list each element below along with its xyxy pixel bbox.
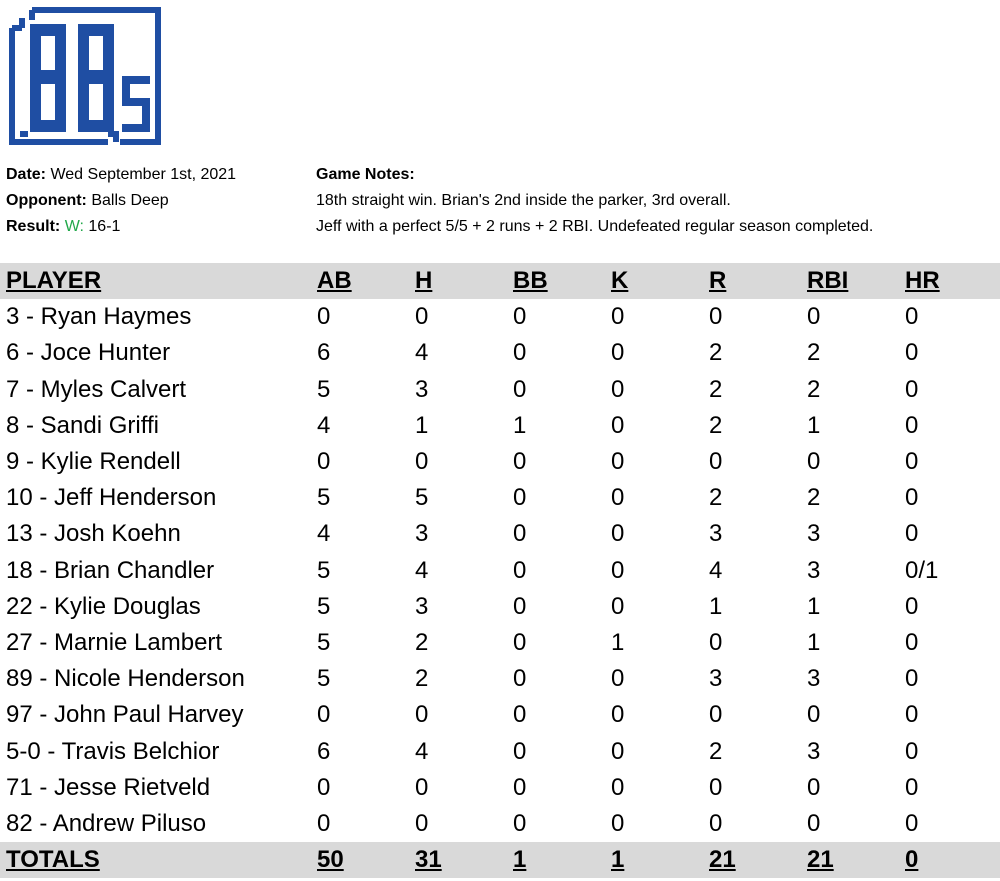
rbi-cell: 3 <box>807 737 821 765</box>
ab-cell: 5 <box>317 556 331 584</box>
player-name: 97 - John Paul Harvey <box>6 701 244 729</box>
r-cell: 0 <box>709 303 723 331</box>
game-notes-line: Jeff with a perfect 5/5 + 2 runs + 2 RBI. Undefeated regular season completed. <box>316 218 874 235</box>
h-cell: 3 <box>415 592 429 620</box>
bb-cell: 0 <box>513 303 527 331</box>
k-cell: 0 <box>611 809 625 837</box>
player-name: 22 - Kylie Douglas <box>6 592 201 620</box>
totals-row <box>0 842 1000 878</box>
h-cell: 4 <box>415 339 429 367</box>
team-logo <box>8 6 163 146</box>
bb-cell: 0 <box>513 737 527 765</box>
hr-cell: 0 <box>905 592 919 620</box>
bb-cell: 0 <box>513 339 527 367</box>
totals-bb: 1 <box>513 846 527 874</box>
totals-r: 21 <box>709 846 736 874</box>
ab-cell: 5 <box>317 484 331 512</box>
player-name: 9 - Kylie Rendell <box>6 448 181 476</box>
rbi-cell: 0 <box>807 303 821 331</box>
k-cell: 0 <box>611 665 625 693</box>
r-cell: 4 <box>709 556 723 584</box>
table-row <box>0 661 1000 697</box>
rbi-cell: 0 <box>807 809 821 837</box>
h-cell: 0 <box>415 448 429 476</box>
player-name: 8 - Sandi Griffi <box>6 411 159 439</box>
bb-cell: 0 <box>513 773 527 801</box>
hr-cell: 0 <box>905 484 919 512</box>
player-name: 3 - Ryan Haymes <box>6 303 192 331</box>
k-cell: 0 <box>611 701 625 729</box>
h-cell: 5 <box>415 484 429 512</box>
player-name: 82 - Andrew Piluso <box>6 809 207 837</box>
table-row <box>0 408 1000 444</box>
date-label: Date: <box>6 166 47 183</box>
bb-cell: 0 <box>513 448 527 476</box>
rbi-cell: 1 <box>807 592 821 620</box>
h-cell: 2 <box>415 628 429 656</box>
game-info <box>6 162 236 240</box>
rbi-cell: 3 <box>807 665 821 693</box>
game-notes <box>316 162 873 240</box>
bb-cell: 0 <box>513 556 527 584</box>
r-cell: 1 <box>709 592 723 620</box>
k-cell: 0 <box>611 411 625 439</box>
game-notes-title: Game Notes: <box>316 166 415 183</box>
rbi-cell: 1 <box>807 411 821 439</box>
ab-cell: 0 <box>317 773 331 801</box>
rbi-cell: 0 <box>807 773 821 801</box>
rbi-cell: 2 <box>807 484 821 512</box>
rbi-cell: 2 <box>807 339 821 367</box>
table-row <box>0 697 1000 733</box>
bb-cell: 0 <box>513 520 527 548</box>
opponent-value: Balls Deep <box>91 192 169 209</box>
ab-cell: 4 <box>317 411 331 439</box>
result-score: 16-1 <box>88 218 121 235</box>
opponent-line <box>6 188 236 214</box>
player-name: 13 - Josh Koehn <box>6 520 181 548</box>
bb-cell: 0 <box>513 628 527 656</box>
hr-cell: 0 <box>905 809 919 837</box>
ab-cell: 5 <box>317 592 331 620</box>
date-line <box>6 162 236 188</box>
h-cell: 0 <box>415 303 429 331</box>
ab-cell: 5 <box>317 628 331 656</box>
ab-cell: 4 <box>317 520 331 548</box>
r-cell: 2 <box>709 411 723 439</box>
r-cell: 0 <box>709 809 723 837</box>
hr-cell: 0 <box>905 628 919 656</box>
k-cell: 0 <box>611 303 625 331</box>
table-row <box>0 733 1000 769</box>
rbi-cell: 0 <box>807 448 821 476</box>
totals-label: TOTALS <box>6 846 100 874</box>
r-cell: 3 <box>709 665 723 693</box>
h-cell: 4 <box>415 737 429 765</box>
ab-cell: 6 <box>317 339 331 367</box>
bb-cell: 0 <box>513 665 527 693</box>
hr-cell: 0 <box>905 701 919 729</box>
header-r: R <box>709 267 727 295</box>
h-cell: 2 <box>415 665 429 693</box>
k-cell: 0 <box>611 773 625 801</box>
hr-cell: 0 <box>905 448 919 476</box>
ab-cell: 0 <box>317 303 331 331</box>
rbi-cell: 3 <box>807 556 821 584</box>
stats-table <box>0 263 1000 878</box>
player-name: 10 - Jeff Henderson <box>6 484 217 512</box>
header-k: K <box>611 267 629 295</box>
ab-cell: 6 <box>317 737 331 765</box>
bb-cell: 1 <box>513 411 527 439</box>
r-cell: 0 <box>709 628 723 656</box>
header-player: PLAYER <box>6 267 102 295</box>
r-cell: 3 <box>709 520 723 548</box>
bb-cell: 0 <box>513 484 527 512</box>
hr-cell: 0 <box>905 773 919 801</box>
totals-ab: 50 <box>317 846 344 874</box>
table-row <box>0 806 1000 842</box>
table-row <box>0 589 1000 625</box>
k-cell: 0 <box>611 520 625 548</box>
hr-cell: 0 <box>905 411 919 439</box>
h-cell: 0 <box>415 809 429 837</box>
rbi-cell: 3 <box>807 520 821 548</box>
result-label: Result: <box>6 218 61 235</box>
k-cell: 0 <box>611 448 625 476</box>
table-row <box>0 770 1000 806</box>
table-header-row <box>0 263 1000 299</box>
hr-cell: 0 <box>905 665 919 693</box>
bb-cell: 0 <box>513 375 527 403</box>
h-cell: 3 <box>415 375 429 403</box>
totals-h: 31 <box>415 846 442 874</box>
table-row <box>0 335 1000 371</box>
r-cell: 2 <box>709 339 723 367</box>
totals-rbi: 21 <box>807 846 834 874</box>
r-cell: 2 <box>709 737 723 765</box>
player-name: 5-0 - Travis Belchior <box>6 737 220 765</box>
player-name: 18 - Brian Chandler <box>6 556 215 584</box>
bb-cell: 0 <box>513 809 527 837</box>
ab-cell: 0 <box>317 701 331 729</box>
h-cell: 0 <box>415 701 429 729</box>
ab-cell: 5 <box>317 375 331 403</box>
r-cell: 0 <box>709 701 723 729</box>
rbi-cell: 0 <box>807 701 821 729</box>
table-row <box>0 372 1000 408</box>
player-name: 71 - Jesse Rietveld <box>6 773 211 801</box>
bb-cell: 0 <box>513 592 527 620</box>
table-row <box>0 553 1000 589</box>
r-cell: 2 <box>709 375 723 403</box>
hr-cell: 0 <box>905 520 919 548</box>
totals-hr: 0 <box>905 846 919 874</box>
player-name: 7 - Myles Calvert <box>6 375 187 403</box>
player-name: 89 - Nicole Henderson <box>6 665 245 693</box>
hr-cell: 0 <box>905 737 919 765</box>
bb-cell: 0 <box>513 701 527 729</box>
table-row <box>0 625 1000 661</box>
hr-cell: 0 <box>905 339 919 367</box>
player-name: 6 - Joce Hunter <box>6 339 171 367</box>
hr-cell: 0 <box>905 375 919 403</box>
header-ab: AB <box>317 267 352 295</box>
result-outcome: W: <box>64 218 84 235</box>
opponent-label: Opponent: <box>6 192 87 209</box>
k-cell: 0 <box>611 592 625 620</box>
r-cell: 2 <box>709 484 723 512</box>
result-line <box>6 214 236 240</box>
ab-cell: 5 <box>317 665 331 693</box>
team-logo-graphic <box>8 6 163 146</box>
table-row <box>0 444 1000 480</box>
header-h: H <box>415 267 433 295</box>
hr-cell: 0 <box>905 303 919 331</box>
ab-cell: 0 <box>317 809 331 837</box>
header-rbi: RBI <box>807 267 849 295</box>
k-cell: 0 <box>611 484 625 512</box>
k-cell: 0 <box>611 737 625 765</box>
rbi-cell: 2 <box>807 375 821 403</box>
date-value: Wed September 1st, 2021 <box>50 166 237 183</box>
k-cell: 0 <box>611 375 625 403</box>
k-cell: 1 <box>611 628 625 656</box>
table-row <box>0 516 1000 552</box>
rbi-cell: 1 <box>807 628 821 656</box>
r-cell: 0 <box>709 773 723 801</box>
k-cell: 0 <box>611 339 625 367</box>
ab-cell: 0 <box>317 448 331 476</box>
hr-cell: 0/1 <box>905 556 939 584</box>
k-cell: 0 <box>611 556 625 584</box>
r-cell: 0 <box>709 448 723 476</box>
stats-body <box>0 299 1000 842</box>
header-bb: BB <box>513 267 548 295</box>
header-hr: HR <box>905 267 940 295</box>
table-row <box>0 480 1000 516</box>
h-cell: 0 <box>415 773 429 801</box>
h-cell: 3 <box>415 520 429 548</box>
totals-k: 1 <box>611 846 625 874</box>
table-row <box>0 299 1000 335</box>
player-name: 27 - Marnie Lambert <box>6 628 223 656</box>
game-notes-line: 18th straight win. Brian's 2nd inside the parker, 3rd overall. <box>316 192 731 209</box>
h-cell: 4 <box>415 556 429 584</box>
h-cell: 1 <box>415 411 429 439</box>
